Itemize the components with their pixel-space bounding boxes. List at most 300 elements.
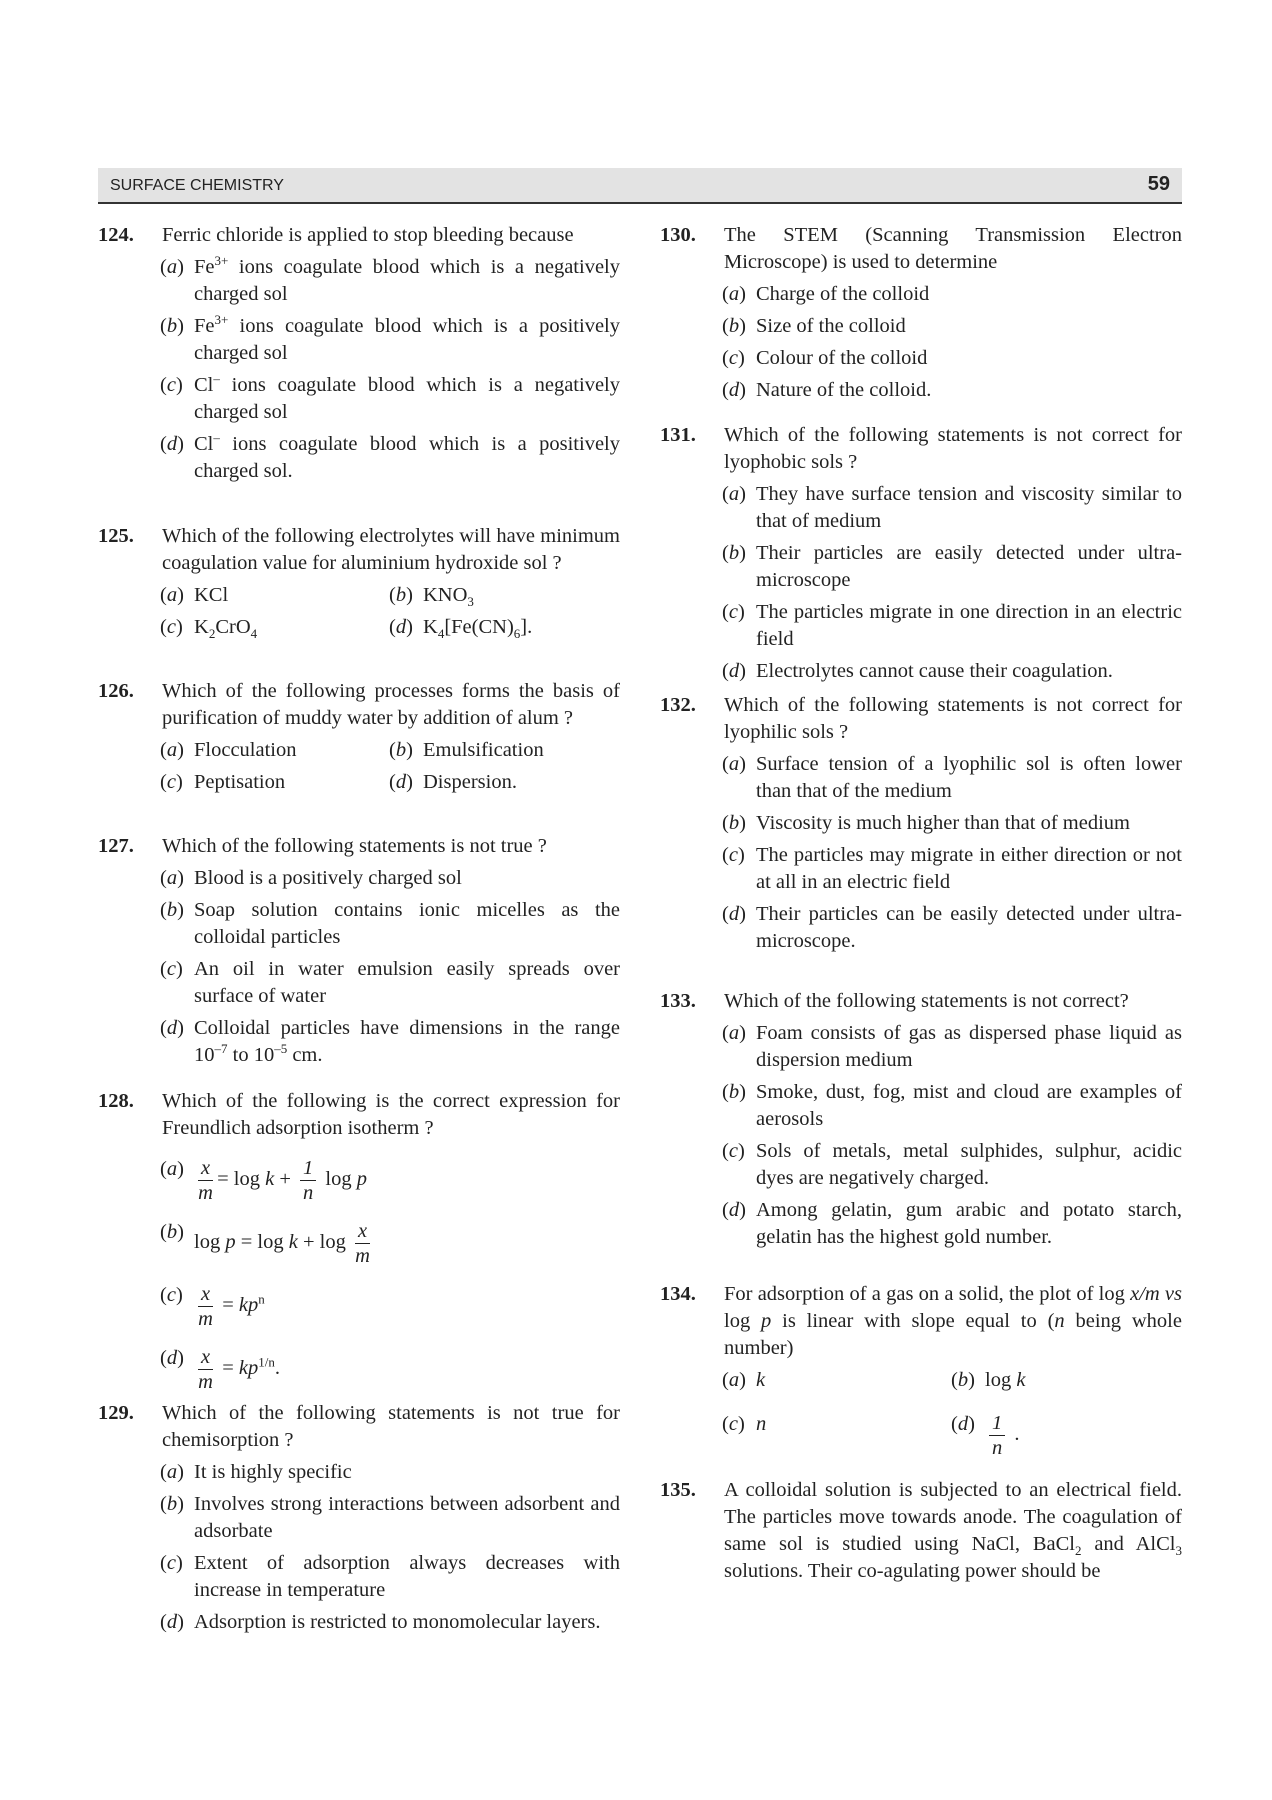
option-list [162,254,620,485]
option-b [162,897,620,951]
option-text [423,616,533,642]
option-letter: c [728,601,738,623]
question-stem [724,988,1182,1015]
numerator: x [198,1282,213,1307]
question-stem [724,222,1182,276]
option-text [756,660,1113,682]
italic-run: p [761,1310,772,1332]
numerator: x [198,1156,213,1181]
option-text [194,1493,620,1542]
text-run: log [985,1369,1017,1391]
superscript: n [258,1291,265,1307]
text-run: cm. [287,1044,323,1066]
text-run: The STEM (Scanning Transmission Electron Microscope) is used to determine [724,224,1182,273]
option-text [756,1413,766,1435]
denominator: m [355,1245,370,1267]
option-label: (b) [722,542,746,564]
option-c [724,1411,953,1460]
option-label: (c) [160,958,183,980]
text-run: Fe [194,256,215,278]
option-list [162,577,620,641]
option-text [423,771,517,793]
text-run: The particles may migrate in either direction or not at all in an electric field [756,844,1182,893]
numerator: 1 [989,1411,1005,1436]
italic-run: k [1016,1369,1026,1391]
option-label: (b) [160,1493,184,1515]
question-number: 126. [98,680,134,702]
option-list [162,1459,620,1636]
option-label: (c) [160,374,183,396]
option-a [724,481,1182,535]
text-run: Electrolytes cannot cause their coagulation. [756,660,1113,682]
text-run: ions coagulate blood which is a negatively charged sol [194,256,620,305]
text-run: to 10 [227,1044,275,1066]
text-run: K [423,616,438,638]
question-129 [98,1400,620,1636]
option-letter: d [728,379,740,401]
question-stem [162,1088,620,1142]
option-letter: c [728,347,738,369]
text-run: ions coagulate blood which is a negatively charged sol [194,374,620,423]
option-text [194,1552,620,1601]
option-letter: a [728,483,740,505]
option-text [194,584,228,606]
option-c [724,842,1182,896]
option-label: (d) [722,903,746,925]
option-text [756,483,1182,532]
option-letter: a [166,1461,178,1483]
option-text [756,1369,765,1391]
option-text [194,1219,374,1268]
option-letter: d [728,660,740,682]
option-letter: b [166,899,178,921]
text-run: Soap solution contains ionic micelles as the colloidal particles [194,899,620,948]
option-d [724,1197,1182,1251]
text-run: For adsorption of a gas on a solid, the plot of log [724,1283,1131,1305]
text-run: Which of the following statements is not correct? [724,990,1129,1012]
option-list [162,732,620,796]
italic-run: n [756,1413,767,1435]
question-stem [162,1400,620,1454]
option-label: (a) [160,1158,184,1180]
text-run: Colour of the colloid [756,347,928,369]
fraction [355,1219,370,1268]
question-stem [162,833,620,860]
option-d [724,658,1182,685]
option-text [194,1611,601,1633]
fraction [198,1282,213,1331]
text-run: Size of the colloid [756,315,906,337]
text-run: Viscosity is much higher than that of medium [756,812,1130,834]
text-run: Their particles can be easily detected under ultra-microscope. [756,903,1182,952]
question-stem [162,523,620,577]
option-list [724,281,1182,404]
option-letter: a [728,1369,740,1391]
option-letter: b [957,1369,969,1391]
question-stem [724,422,1182,476]
option-letter: d [166,1017,178,1039]
denominator: n [992,1437,1003,1459]
option-text [756,1081,1182,1130]
option-text [194,253,620,305]
option-text [985,1369,1025,1391]
option-d [391,769,620,796]
option-label: (a) [160,1461,184,1483]
option-text [194,616,258,642]
option-a [162,865,620,892]
text-run: Charge of the colloid [756,283,930,305]
option-b [724,540,1182,594]
subscript: 6 [513,626,521,642]
text-run: and AlCl [1081,1533,1176,1555]
text-run: log [194,1231,226,1254]
option-c [162,769,391,796]
italic-run: p [356,1168,367,1191]
text-run: Fe [194,315,215,337]
option-letter: a [166,584,178,606]
option-letter: b [166,315,178,337]
option-label: (c) [160,616,183,638]
option-letter: c [166,374,176,396]
option-letter: c [728,1140,738,1162]
option-letter: a [728,753,740,775]
text-run: . [1009,1423,1020,1446]
question-number: 133. [660,990,696,1012]
question-number: 131. [660,424,696,446]
option-d [162,1015,620,1069]
denominator: n [303,1182,314,1204]
superscript: –5 [274,1041,288,1057]
option-d [162,1609,620,1636]
superscript: 3+ [214,312,229,328]
option-b [953,1367,1182,1394]
option-letter: b [728,812,740,834]
option-label: (b) [389,584,413,606]
option-text [756,812,1130,834]
text-run: Cl [194,374,214,396]
text-run: Among gelatin, gum arabic and potato starch, gelatin has the highest gold number. [756,1199,1182,1248]
option-text [756,347,927,369]
chapter-title: SURFACE CHEMISTRY [110,177,284,194]
question-number: 132. [660,694,696,716]
option-c [162,956,620,1010]
text-run: Foam consists of gas as dispersed phase liquid as dispersion medium [756,1022,1182,1071]
option-letter: a [166,867,178,889]
text-run: = [217,1357,239,1380]
option-c [162,1282,620,1331]
option-label: (c) [722,1413,745,1435]
italic-run: p [225,1231,236,1254]
option-a [162,1156,620,1205]
question-stem [162,222,620,249]
question-stem [162,678,620,732]
option-a [162,1459,620,1486]
question-number: 129. [98,1402,134,1424]
option-d [953,1411,1182,1460]
question-125 [98,523,620,641]
option-letter: c [166,771,176,793]
option-c [162,1550,620,1604]
text-run: Which of the following statements is not correct for lyophilic sols ? [724,694,1182,743]
denominator: m [198,1308,213,1330]
superscript: 3+ [214,253,229,269]
option-letter: c [166,958,176,980]
option-label: (b) [722,1081,746,1103]
text-run: An oil in water emulsion easily spreads over surface of water [194,958,620,1007]
option-b [162,313,620,367]
text-run: . [274,1357,281,1380]
text-run: Involves strong interactions between adsorbent and adsorbate [194,1493,620,1542]
question-127 [98,833,620,1069]
option-text [194,771,285,793]
option-label: (d) [722,1199,746,1221]
option-label: (d) [160,433,184,455]
question-number: 127. [98,835,134,857]
subscript: 3 [1175,1543,1182,1559]
text-run: Colloidal particles have dimensions in the range 10 [194,1017,620,1066]
option-c [162,372,620,426]
option-letter: d [395,616,407,638]
option-letter: c [728,1413,738,1435]
option-letter: b [166,1493,178,1515]
option-b [162,1491,620,1545]
text-run: Which of the following is the correct expression for Freundlich adsorption isotherm ? [162,1090,620,1139]
option-letter: b [395,739,407,761]
option-a [162,582,391,609]
option-label: (b) [160,315,184,337]
option-label: (c) [160,1552,183,1574]
option-b [162,1219,620,1268]
option-label: (d) [389,771,413,793]
question-number: 134. [660,1283,696,1305]
text-run: The particles migrate in one direction in an electric field [756,601,1182,650]
option-b [391,582,620,609]
option-label: (d) [160,1347,184,1369]
text-run: Which of the following statements is not true for chemisorption ? [162,1402,620,1451]
option-label: (b) [160,899,184,921]
option-c [724,1138,1182,1192]
text-run: It is highly specific [194,1461,352,1483]
option-a [724,751,1182,805]
option-letter: d [395,771,407,793]
text-run: ]. [520,616,533,638]
denominator: m [198,1182,213,1204]
option-a [724,1020,1182,1074]
option-text [194,430,620,482]
fraction [989,1411,1005,1460]
subscript: 2 [1074,1543,1082,1559]
text-run: Which of the following statements is not true ? [162,835,547,857]
question-number: 135. [660,1479,696,1501]
question-131 [660,422,1182,685]
option-label: (b) [722,812,746,834]
question-stem [724,1477,1182,1585]
option-label: (d) [722,379,746,401]
text-run: KCl [194,584,229,606]
text-run: Sols of metals, metal sulphides, sulphur, acidic dyes are negatively charged. [756,1140,1182,1189]
text-run: They have surface tension and viscosity similar to that of medium [756,483,1182,532]
option-letter: b [166,1221,178,1243]
option-list [724,1020,1182,1251]
question-128 [98,1088,620,1394]
option-label: (c) [722,601,745,623]
italic-run: k [265,1168,275,1191]
option-text [756,542,1182,591]
option-text [194,739,296,761]
option-b [391,737,620,764]
text-run: Which of the following processes forms the basis of purification of muddy water by addition of alum ? [162,680,620,729]
numerator: x [355,1219,370,1244]
option-label: (c) [722,347,745,369]
option-d [724,901,1182,955]
option-label: (d) [389,616,413,638]
option-text [756,1140,1182,1189]
text-run: Dispersion. [423,771,517,793]
text-run: ions coagulate blood which is a positively charged sol. [194,433,620,482]
question-124 [98,222,620,485]
option-text [423,584,474,610]
superscript: –7 [214,1041,228,1057]
option-text [756,379,931,401]
question-126 [98,678,620,796]
option-b [724,810,1182,837]
text-run: Cl [194,433,214,455]
option-label: (a) [160,739,184,761]
text-run: A colloidal solution is subjected to an electrical field. The particles move towards anode. The coagulation of same sol is studied using NaCl, BaCl [724,1479,1182,1555]
question-133 [660,988,1182,1251]
option-label: (c) [160,1284,183,1306]
option-label: (b) [160,1221,184,1243]
option-a [162,737,391,764]
text-run: = log [217,1168,266,1191]
text-run: K [194,616,209,638]
option-text [194,371,620,423]
option-letter: d [728,1199,740,1221]
option-letter: b [728,315,740,337]
option-text [756,844,1182,893]
option-text [194,958,620,1007]
page-header [98,168,1182,204]
italic-run: kp [238,1294,259,1317]
option-label: (b) [722,315,746,337]
option-a [162,254,620,308]
option-list [724,481,1182,685]
option-letter: b [728,542,740,564]
option-letter: d [166,1611,178,1633]
option-label: (c) [160,771,183,793]
option-label: (d) [160,1017,184,1039]
question-135 [660,1477,1182,1585]
fraction [198,1156,213,1205]
page-number: 59 [1147,173,1170,195]
subscript: 3 [467,594,474,610]
option-list [162,1156,620,1394]
text-run: Flocculation [194,739,297,761]
question-number: 125. [98,525,134,547]
text-run: Emulsification [423,739,544,761]
option-label: (a) [722,283,746,305]
option-list [724,1362,1182,1460]
option-text [756,315,906,337]
option-label: (a) [160,584,184,606]
italic-run: n [1054,1310,1065,1332]
option-letter: a [728,283,740,305]
option-label: (b) [951,1369,975,1391]
text-run: Surface tension of a lyophilic sol is often lower than that of the medium [756,753,1182,802]
option-text [756,903,1182,952]
option-text [194,1017,620,1066]
text-run: being whole number) [724,1310,1182,1359]
text-run: Blood is a positively charged sol [194,867,462,889]
question-stem [724,1281,1182,1362]
option-text [756,1022,1182,1071]
option-label: (d) [951,1413,975,1435]
question-number: 128. [98,1090,134,1112]
option-letter: d [957,1413,969,1435]
option-label: (b) [389,739,413,761]
option-letter: d [166,433,178,455]
option-label: (c) [722,844,745,866]
option-letter: c [728,844,738,866]
option-d [724,377,1182,404]
option-letter: b [728,1081,740,1103]
option-text [194,1461,352,1483]
text-run: CrO [215,616,251,638]
option-letter: a [728,1022,740,1044]
option-text [194,1156,367,1205]
text-run: Smoke, dust, fog, mist and cloud are examples of aerosols [756,1081,1182,1130]
text-run: log [320,1168,357,1191]
option-text [194,899,620,948]
option-text [756,283,929,305]
question-stem [724,692,1182,746]
option-letter: b [395,584,407,606]
option-label: (d) [722,660,746,682]
text-run: + [274,1168,297,1191]
option-text [756,1199,1182,1248]
subscript: 4 [250,626,258,642]
option-label: (a) [160,256,184,278]
option-b [724,1079,1182,1133]
question-134 [660,1281,1182,1460]
italic-run: k [288,1231,298,1254]
option-letter: a [166,256,178,278]
numerator: 1 [300,1156,316,1181]
option-letter: c [166,1552,176,1574]
text-run: Extent of adsorption always decreases with increase in temperature [194,1552,620,1601]
text-run: Ferric chloride is applied to stop bleeding because [162,224,574,246]
question-number: 124. [98,224,134,246]
option-c [724,599,1182,653]
text-run: is linear with slope equal to ( [771,1310,1055,1332]
denominator: m [198,1371,213,1393]
option-a [724,1367,953,1394]
option-letter: c [166,616,176,638]
option-letter: c [166,1284,176,1306]
italic-run: x/m vs [1130,1283,1182,1305]
option-text [194,1345,280,1394]
question-number: 130. [660,224,696,246]
option-letter: d [728,903,740,925]
option-c [162,614,391,641]
option-d [391,614,620,641]
text-run: Nature of the colloid. [756,379,932,401]
text-run: [Fe(CN) [444,616,514,638]
option-text [756,601,1182,650]
option-label: (a) [722,483,746,505]
text-run: + log [297,1231,351,1254]
option-label: (a) [722,1022,746,1044]
